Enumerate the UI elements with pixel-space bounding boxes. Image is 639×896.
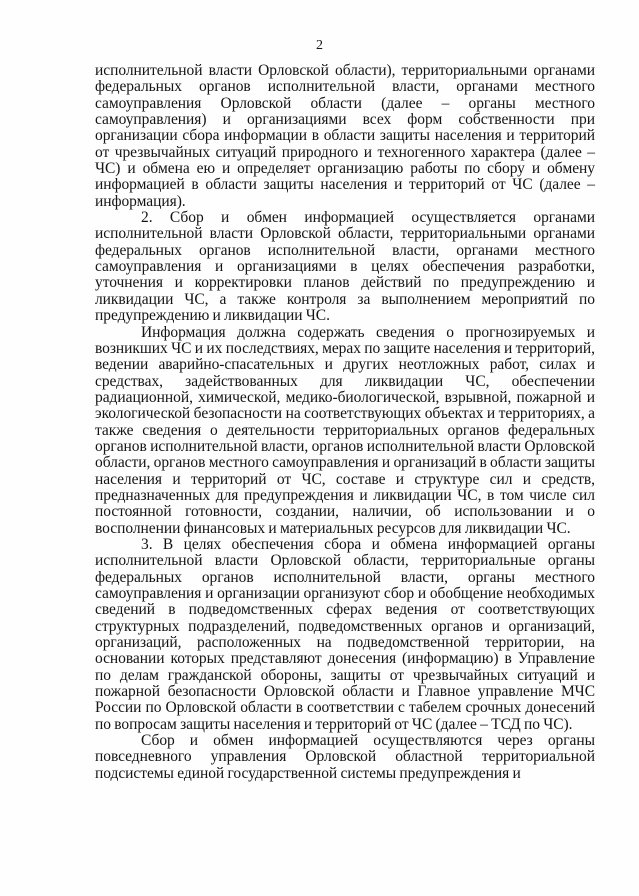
paragraph-collection-exchange: Сбор и обмен информацией осуществляются через органы повседневного управления Орловской областной территориальной подсистемы единой государственной системы предупреждения и xyxy=(95,732,595,782)
paragraph-information-content: Информация должна содержать сведения о прогнозируемых и возникших ЧС и их последствиях, мерах по защите населения и территорий, ведении аварийно-спасательных и других неотложных работ, силах и средствах, задействованных для ликвидации ЧС, обеспечении радиационной, химической, медико-биологической, взрывной, пожарной и экологической безопасности на соответствующих объектах и территориях, а также сведения о деятельности территориальных органов федеральных органов исполнительной власти, органов исполнительной власти Орловской области, органов местного самоуправления и организаций в области защиты населения и территорий от ЧС, составе и структуре сил и средств, предназначенных для предупреждения и ликвидации ЧС, в том числе сил постоянной готовности, создании, наличии, об использовании и о восполнении финансовых и материальных ресурсов для ликвидации ЧС. xyxy=(95,323,595,537)
page-number: 2 xyxy=(316,38,323,53)
paragraph-section-3: 3. В целях обеспечения сбора и обмена информацией органы исполнительной власти Орловской области, территориальные органы федеральных органов исполнительной власти, органы местного самоуправления и организации организуют сбор и обобщение необходимых сведений в подведомственных сферах ведения от соответствующих структурных подразделений, подведомственных органов и организаций, организаций, расположенных на подведомственной территории, на основании которых представляют донесения (информацию) в Управление по делам гражданской обороны, защиты от чрезвычайных ситуаций и пожарной безопасности Орловской области и Главное управление МЧС России по Орловской области в соответствии с табелем срочных донесений по вопросам защиты населения и территорий от ЧС (далее – ТСД по ЧС). xyxy=(95,535,595,733)
paragraph-section-2: 2. Сбор и обмен информацией осуществляется органами исполнительной власти Орловской области, территориальными органами федеральных органов исполнительной власти, органами местного самоуправления и организациями в целях обеспечения разработки, уточнения и корректировки планов действий по предупреждению и ликвидации ЧС, а также контроля за выполнением мероприятий по предупреждению и ликвидации ЧС. xyxy=(95,209,595,325)
document-body xyxy=(95,63,595,782)
paragraph-continuation: исполнительной власти Орловской области), территориальными органами федеральных органов исполнительной власти, органами местного самоуправления Орловской области (далее – органы местного самоуправления) и организациями всех форм собственности при организации сбора информации в области защиты населения и территорий от чрезвычайных ситуаций природного и техногенного характера (далее – ЧС) и обмена ею и определяет организацию работы по сбору и обмену информацией в области защиты населения и территорий от ЧС (далее – информация). xyxy=(95,62,595,210)
